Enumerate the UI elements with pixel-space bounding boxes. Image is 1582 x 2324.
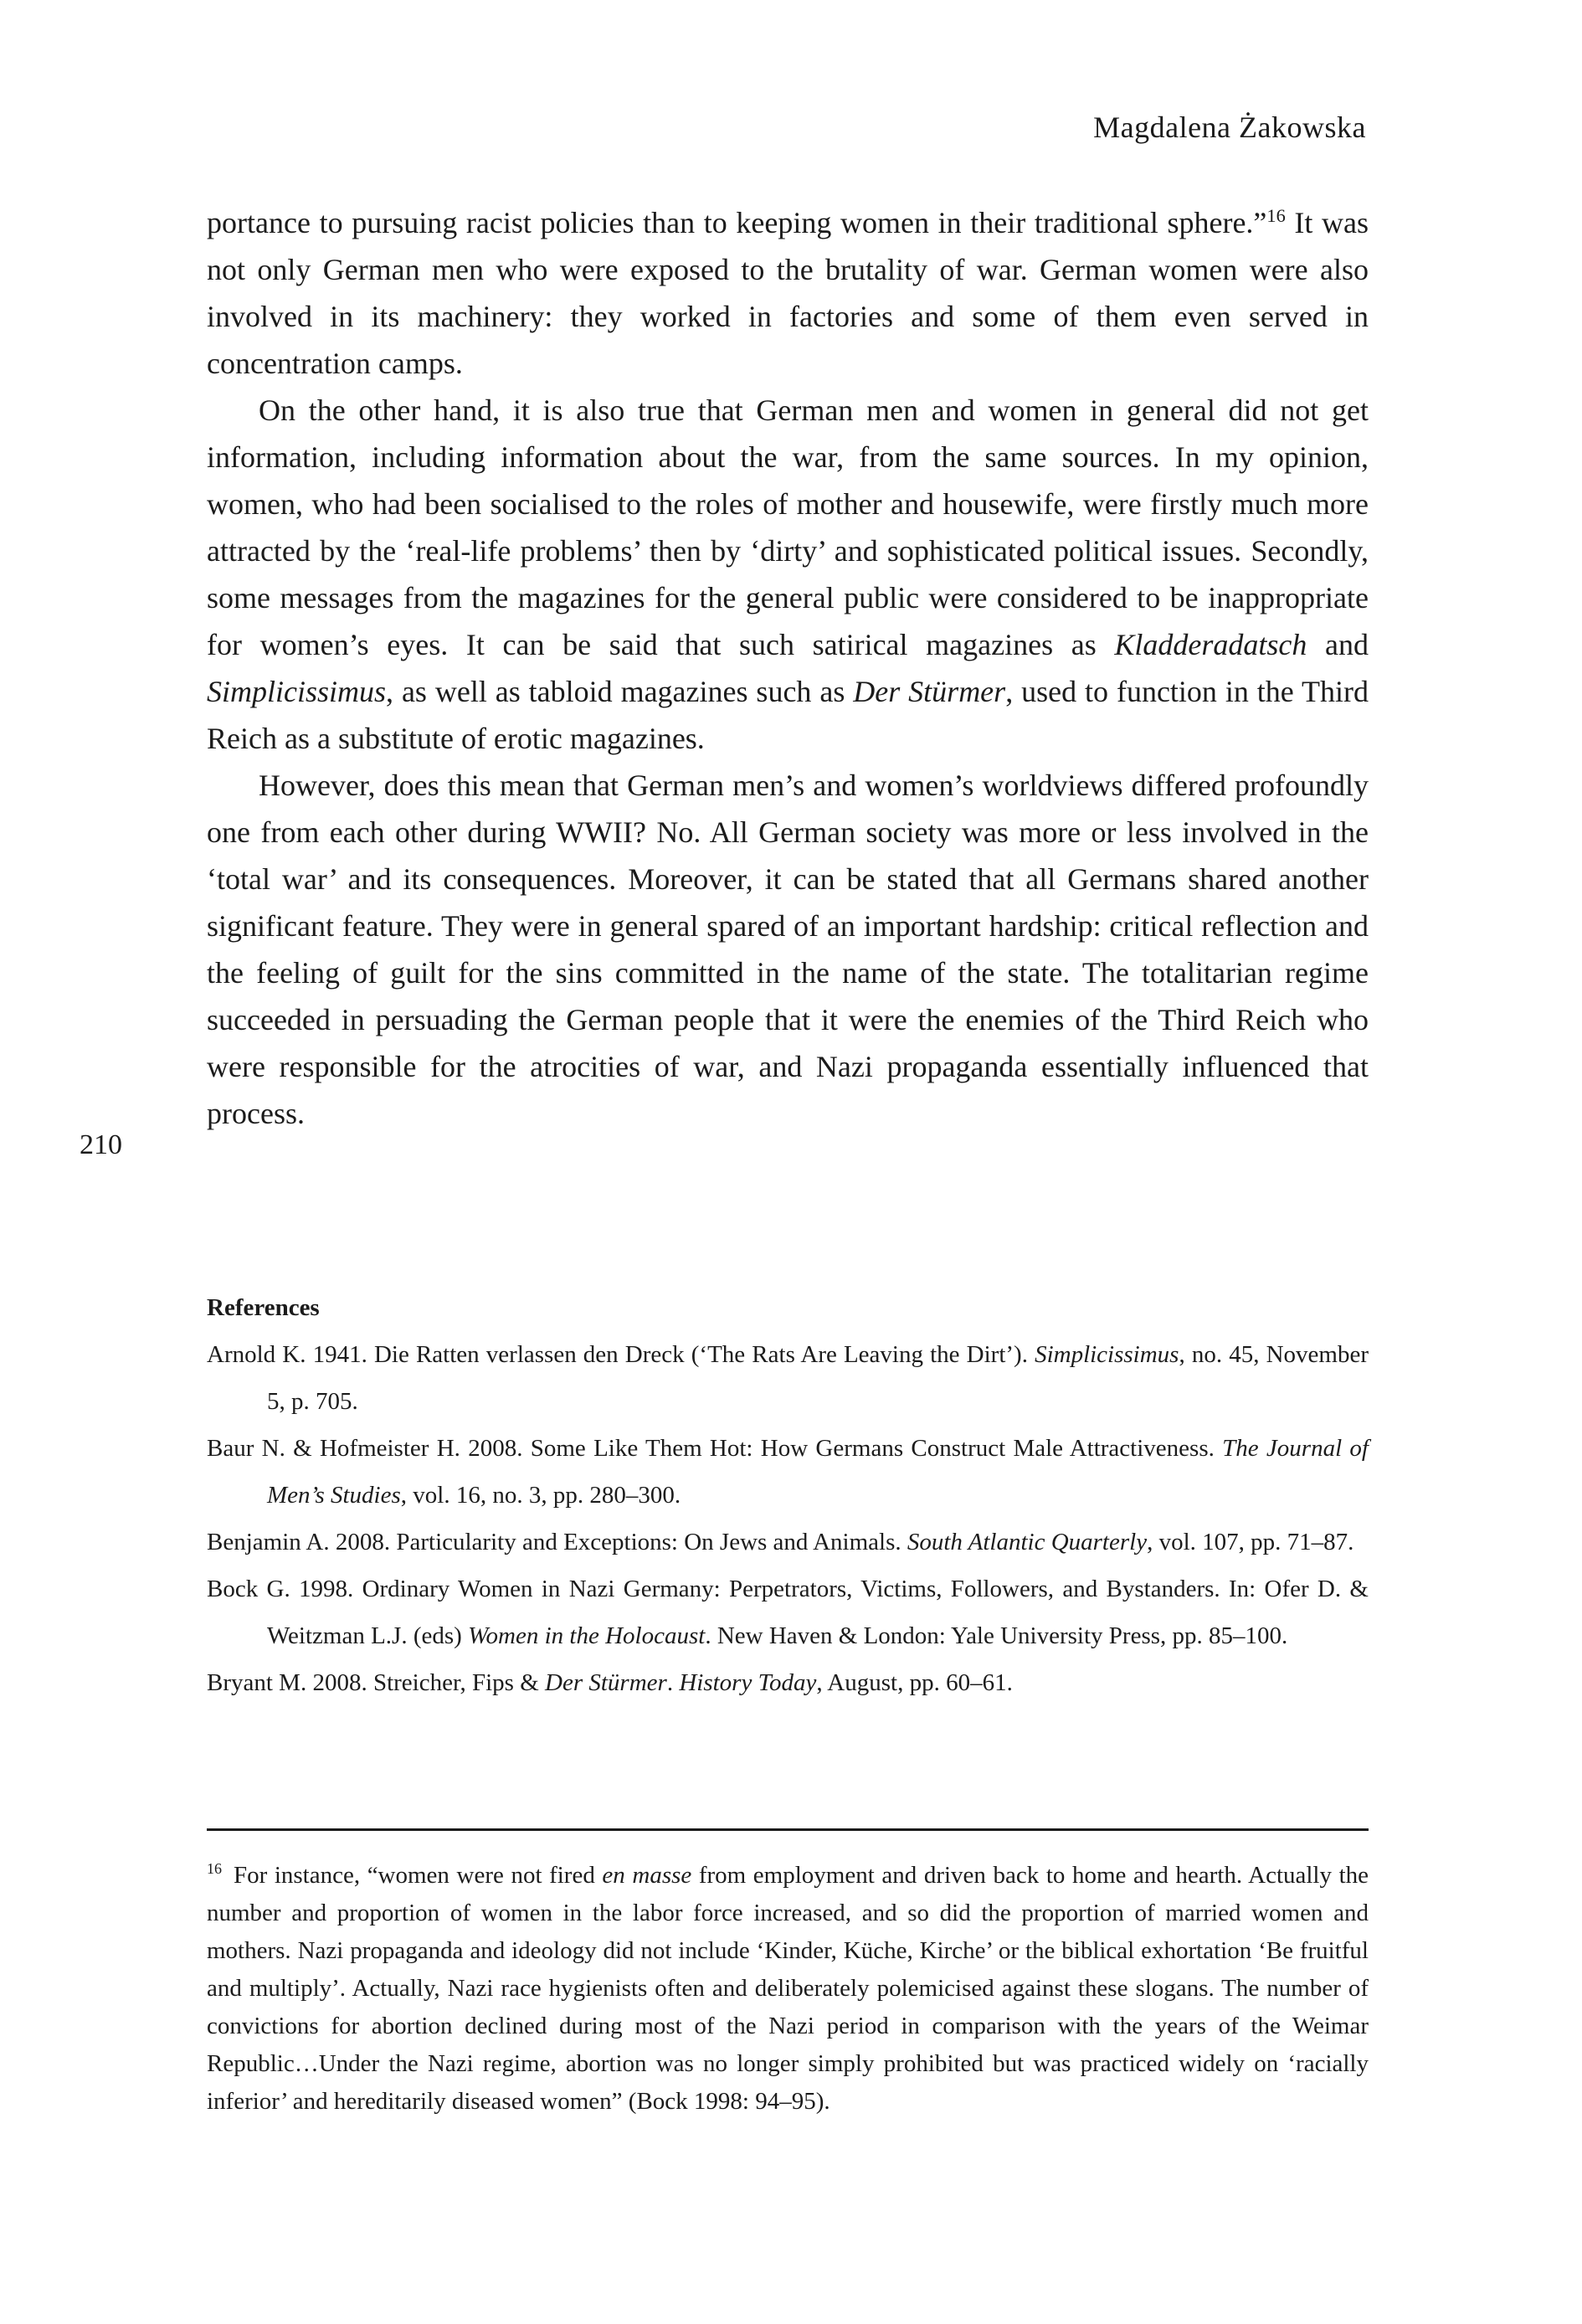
footnote-marker: 16 [207, 1860, 222, 1878]
footnote-16 [207, 1857, 1369, 2121]
running-head-author: Magdalena Żakowska [1093, 111, 1366, 144]
body-paragraph: portance to pursuing racist policies than to keeping women in their traditional sphere.”$^{16}$ It was not only German men who were exposed to the brutality of war. German women were also involved in its machinery: they worked in factories and some of them even served in concentration camps. [207, 205, 1369, 380]
page-number: 210 [80, 1129, 122, 1160]
footnote-text: For instance, “women were not fired en masse from employment and driven back to home and hearth. Actually the number and proportion of women in the labor force increased, and so did the proportion of married women and mothers. Nazi propaganda and ideology did not include ‘Kinder, Küche, Kirche’ or the biblical exhortation ‘Be fruitful and multiply’. Actually, Nazi race hygienists often and deliberately polemicised against these slogans. The number of convictions for abortion declined during most of the Nazi period in comparison with the years of the Weimar Republic…Under the Nazi regime, abortion was no longer simply prohibited but was practiced widely on ‘racially inferior’ and hereditarily diseased women” (Bock 1998: 94–95). [207, 1862, 1369, 2115]
footnote-section [207, 1857, 1369, 2121]
body-paragraph: However, does this mean that German men’s and women’s worldviews differed profoundly one from each other during WWII? No. All German society was more or less involved in the ‘total war’ and its consequences. Moreover, it can be stated that all Germans shared another significant feature. They were in general spared of an important hardship: critical reflection and the feeling of guilt for the sins committed in the name of the state. The totalitarian regime succeeded in persuading the German people that it were the enemies of the Third Reich who were responsible for the atrocities of war, and Nazi propaganda essentially influenced that process. [207, 769, 1369, 1130]
reference-entry: Arnold K. 1941. Die Ratten verlassen den Dreck (‘The Rats Are Leaving the Dirt’). Simplicissimus, no. 45, November 5, p. 705. [207, 1341, 1369, 1415]
footnote-separator-rule [207, 1828, 1369, 1831]
reference-entry: Bock G. 1998. Ordinary Women in Nazi Germany: Perpetrators, Victims, Followers, and Bystanders. In: Ofer D. & Weitzman L.J. (eds) Women in the Holocaust. New Haven & London: Yale University Press, pp. 85–100. [207, 1576, 1369, 1649]
body-text [207, 199, 1369, 1137]
references-list [207, 1331, 1369, 1706]
references-heading: References [207, 1294, 320, 1321]
reference-entry: Baur N. & Hofmeister H. 2008. Some Like Them Hot: How Germans Construct Male Attractiveness. The Journal of Men’s Studies, vol. 16, no. 3, pp. 280–300. [207, 1435, 1369, 1509]
reference-entry: Bryant M. 2008. Streicher, Fips & Der Stürmer. History Today, August, pp. 60–61. [207, 1669, 1013, 1696]
references-section [207, 1284, 1369, 1706]
body-paragraph: On the other hand, it is also true that German men and women in general did not get information, including information about the war, from the same sources. In my opinion, women, who had been socialised to the roles of mother and housewife, were firstly much more attracted by the ‘real-life problems’ then by ‘dirty’ and sophisticated political issues. Secondly, some messages from the magazines for the general public were considered to be inappropriate for women’s eyes. It can be said that such satirical magazines as Kladderadatsch and Simplicissimus, as well as tabloid magazines such as Der Stürmer, used to function in the Third Reich as a substitute of erotic magazines. [207, 393, 1369, 755]
reference-entry: Benjamin A. 2008. Particularity and Exceptions: On Jews and Animals. South Atlantic Quarterly, vol. 107, pp. 71–87. [207, 1529, 1354, 1555]
